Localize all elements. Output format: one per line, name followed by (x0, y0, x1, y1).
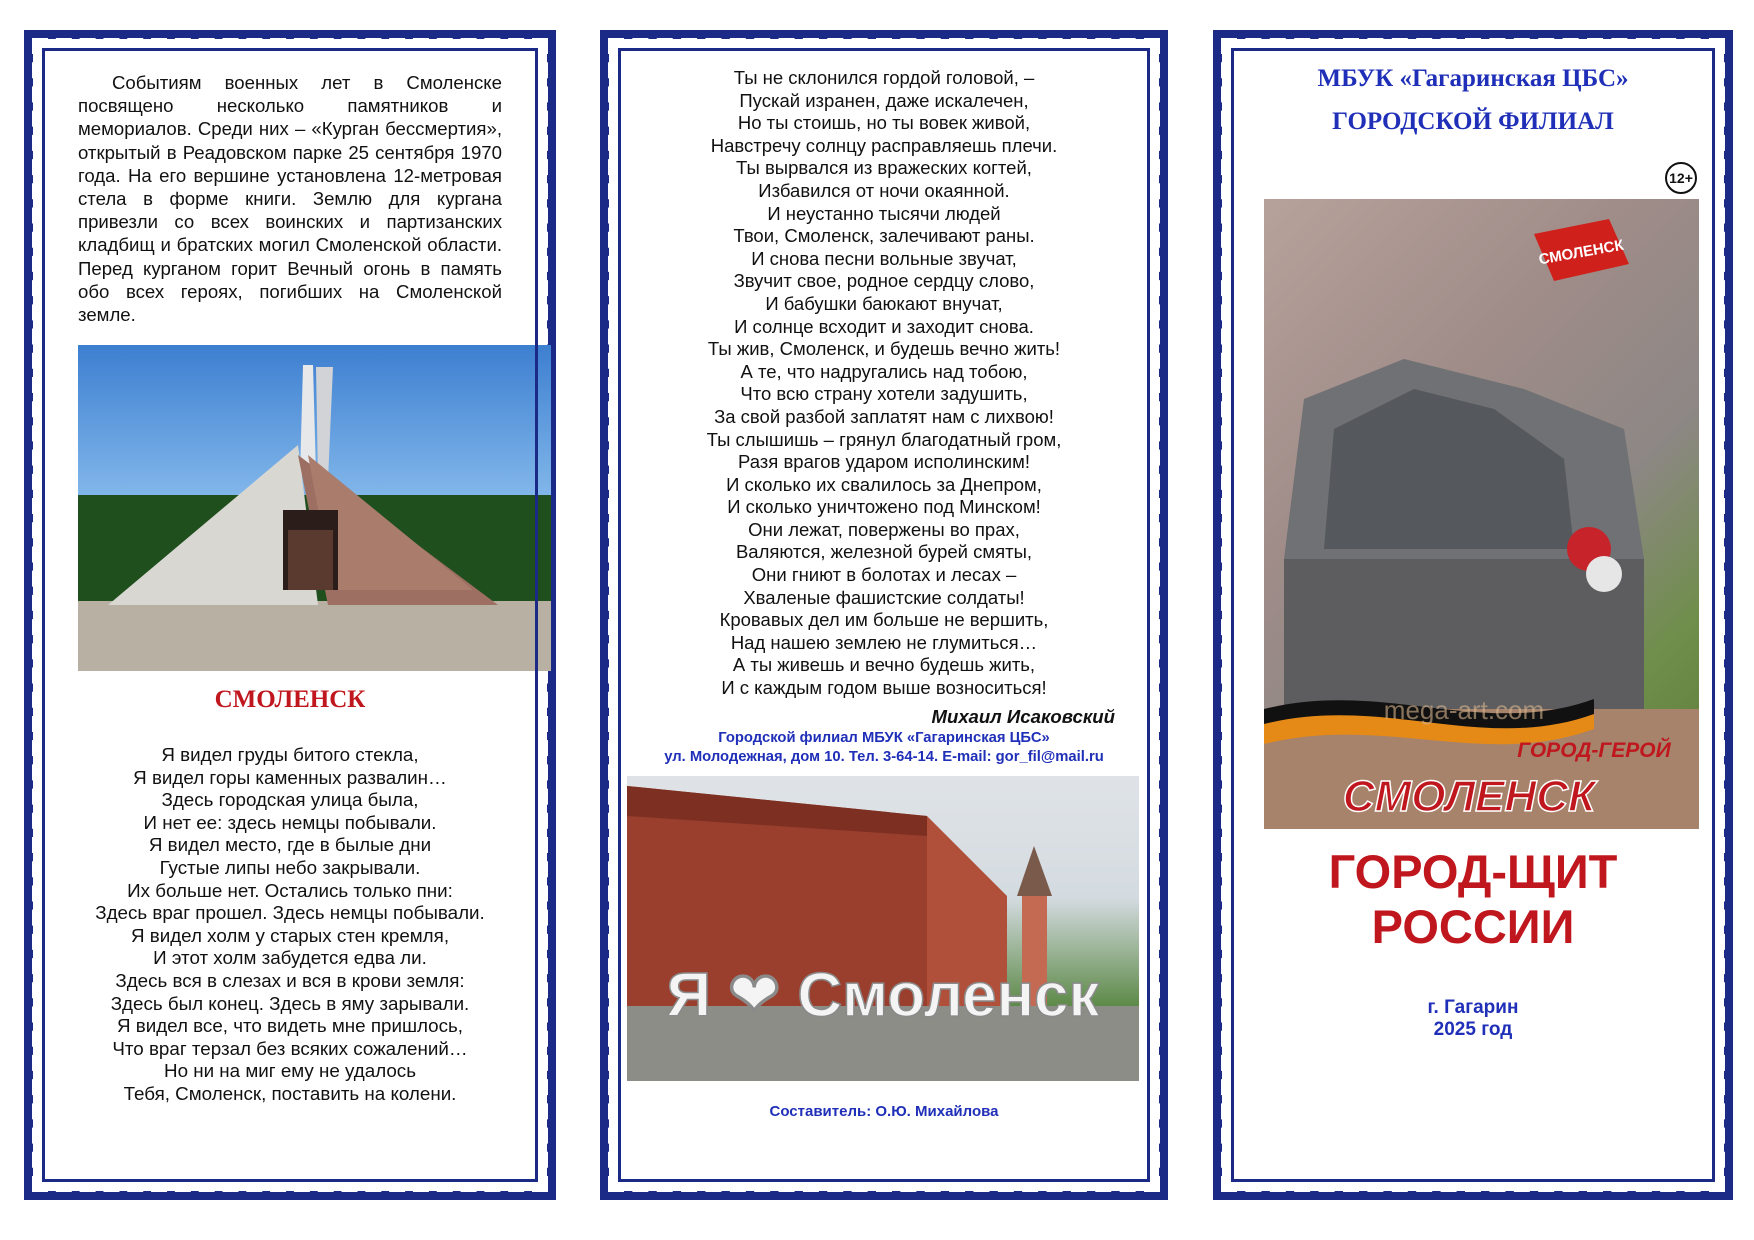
cover-title-line: РОССИИ (1371, 900, 1575, 953)
poem-author: Михаил Исаковский (931, 706, 1115, 727)
poem-line: И с каждым годом выше возноситься! (721, 677, 1047, 699)
poem-line: Я видел место, где в былые дни (148, 834, 432, 856)
panel-left (24, 30, 556, 1200)
poem-line: Они лежат, повержены во прах, (748, 518, 1020, 540)
svg-text:СМОЛЕНСК: СМОЛЕНСК (1342, 772, 1596, 821)
poem-line: Здесь городская улица была, (161, 789, 419, 811)
poem-line: Я видел груды битого стекла, (161, 744, 419, 765)
intro-paragraph: Событиям военных лет в Смоленске посвящено несколько памятников и мемориалов. Среди них – «Курган бессмертия», открытый в Реадовском парке 25 сентября 1970 года. На его вершине установлена 12-метровая стела в форме книги. Землю для кургана привезли со всех воинских и партизанских кладбищ и братских могил Смоленской области. Перед курганом горит Вечный огонь в память обо всех героях, погибших на Смоленской земле. (78, 72, 502, 326)
poem-line: И бабушки баюкают внучат, (765, 292, 1003, 314)
contact-line: ул. Молодежная, дом 10. Тел. 3-64-14. E-mail: gor_fil@mail.ru (664, 749, 1104, 765)
panel-middle (600, 30, 1168, 1200)
poem-line: Избавился от ночи окаянной. (758, 179, 1010, 201)
poem-line: Ты не склонился гордой головой, – (733, 67, 1035, 88)
poem-line: Здесь вся в слезах и вся в крови земля: (115, 969, 465, 991)
poem-line: Твои, Смоленск, залечивают раны. (733, 225, 1035, 247)
poem-line: Ты жив, Смоленск, и будешь вечно жить! (707, 338, 1061, 360)
poem-line: Ты вырвался из вражеских когтей, (736, 157, 1032, 179)
poem-line: И сколько их свалилось за Днепром, (726, 473, 1042, 495)
cover-title (1222, 844, 1724, 954)
poem-line: Но ты стоишь, но ты вовек живой, (737, 112, 1031, 134)
poem-line: Хваленые фашистские солдаты! (743, 586, 1025, 608)
poem-line: Что всю страну хотели задушить, (740, 383, 1028, 405)
poem-line: Навстречу солнцу расправляешь плечи. (710, 134, 1058, 156)
poem-line: Тебя, Смоленск, поставить на колени. (123, 1082, 457, 1104)
poem-middle (649, 67, 1119, 700)
organization-name: МБУК «Гагаринская ЦБС» (1317, 65, 1629, 92)
poem-line: И неустанно тысячи людей (767, 202, 1001, 224)
svg-text:mega-art.com: mega-art.com (1383, 695, 1545, 725)
poem-line: Что враг терзал без всяких сожалений… (112, 1037, 468, 1059)
contact-info (629, 729, 1139, 767)
compiler-credit: Составитель: О.Ю. Михайлова (769, 1103, 999, 1120)
panel-cover (1213, 30, 1733, 1200)
poem-line: А ты живешь и вечно будешь жить, (732, 654, 1036, 676)
poem-line: За свой разбой заплатят нам с лихвою! (714, 405, 1054, 427)
kremlin-wall-photo (627, 776, 1139, 1081)
cover-title-line: ГОРОД-ЩИТ (1328, 845, 1618, 898)
poem-line: Кровавых дел им больше не вершить, (719, 609, 1049, 631)
kurgan-memorial-photo (78, 345, 551, 671)
hero-city-monument-photo (1264, 199, 1699, 829)
poem-line: Я видел все, что видеть мне пришлось, (116, 1015, 464, 1037)
i-love-smolensk-sign: Я ❤ Смоленск (666, 961, 1100, 1030)
poem-line: Над нашею землею не глумиться… (730, 631, 1038, 653)
poem-line: И сколько уничтожено под Минском! (727, 496, 1041, 518)
poem-left (78, 744, 502, 1106)
poem-line: Их больше нет. Остались только пни: (127, 879, 453, 901)
year: 2025 год (1433, 1019, 1513, 1040)
poem-line: И этот холм забудется едва ли. (153, 947, 427, 969)
section-heading: СМОЛЕНСК (214, 686, 366, 713)
svg-text:ГОРОД-ГЕРОЙ: ГОРОД-ГЕРОЙ (1517, 739, 1671, 762)
poem-line: И снова песни вольные звучат, (751, 247, 1017, 269)
poem-line: Густые липы небо закрывали. (159, 856, 421, 878)
poem-line: Звучит свое, родное сердцу слово, (733, 270, 1035, 292)
poem-line: Пускай изранен, даже искалечен, (739, 89, 1029, 111)
kurgan-monument-shape (78, 345, 551, 671)
place-name: г. Гагарин (1427, 997, 1519, 1018)
poem-line: И солнце всходит и заходит снова. (734, 315, 1034, 337)
poem-line: Ты слышишь – грянул благодатный гром, (706, 428, 1062, 450)
poem-line: Валяются, железной бурей смяты, (735, 541, 1033, 563)
poem-line: Но ни на миг ему не удалось (164, 1060, 416, 1082)
poem-line: Я видел холм у старых стен кремля, (130, 924, 450, 946)
monument-scene (1264, 199, 1699, 829)
contact-line: Городской филиал МБУК «Гагаринская ЦБС» (718, 730, 1050, 746)
kremlin-scene (627, 776, 1139, 1081)
poem-line: Разя врагов ударом исполинским! (738, 451, 1030, 473)
poem-line: А те, что надругались над тобою, (740, 360, 1028, 382)
poem-line: Они гниют в болотах и лесах – (751, 564, 1017, 586)
branch-name: ГОРОДСКОЙ ФИЛИАЛ (1332, 108, 1614, 135)
poem-line: Здесь враг прошел. Здесь немцы побывали. (95, 902, 485, 924)
poem-line: Здесь был конец. Здесь в яму зарывали. (110, 992, 470, 1014)
age-rating-badge: 12+ (1665, 162, 1697, 194)
svg-text:СМОЛЕНСК: СМОЛЕНСК (1537, 236, 1625, 269)
poem-line: И нет ее: здесь немцы побывали. (143, 811, 437, 833)
poem-line: Я видел горы каменных развалин… (133, 766, 447, 788)
place-and-year (1222, 997, 1724, 1041)
